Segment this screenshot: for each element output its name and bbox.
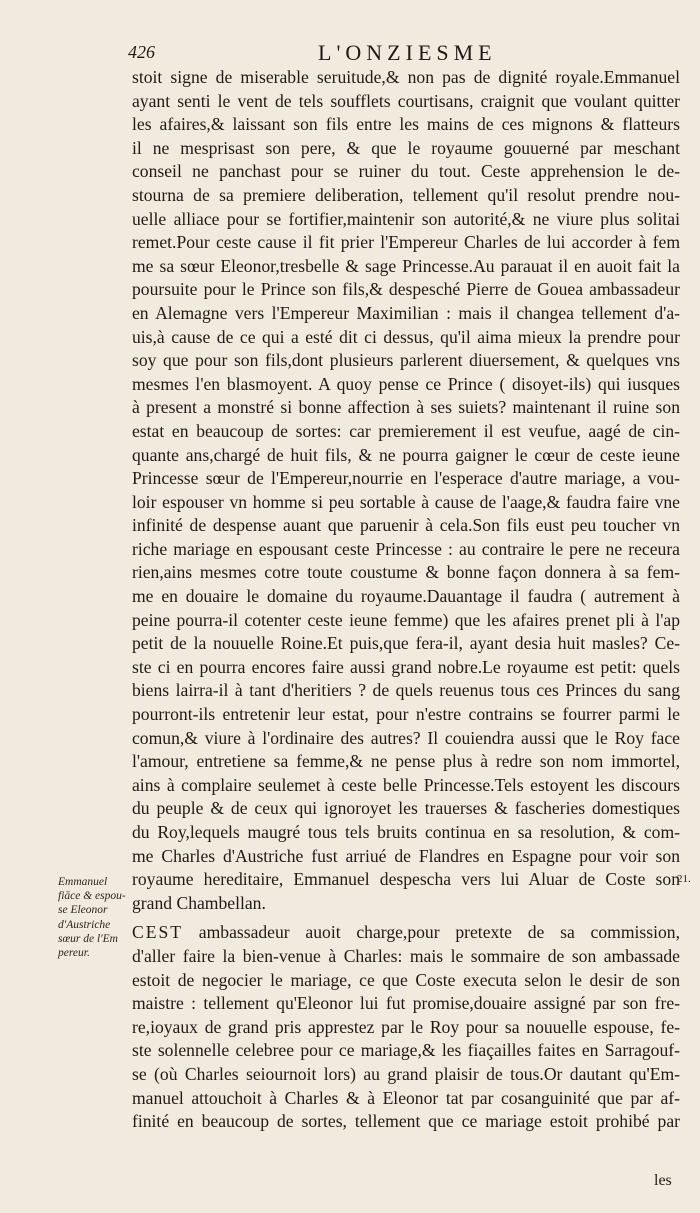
marginal-note-line: sœur de l'Em [58, 932, 118, 945]
text-line: Princesse sœur de l'Empereur,nourrie en l'esperace d'autre mariage, a vou- [132, 468, 680, 489]
text-line: estat en beaucoup de sortes: car premierement il est veufue, aagé de cin- [132, 420, 680, 441]
text-line: riche mariage en espousant ceste Princesse : au contraire le pere ne receura [132, 538, 680, 559]
text-line: comun,& viure à l'ordinaire des autres? Il couiendra aussi que le Roy face [132, 727, 680, 748]
side-number: 21. [677, 873, 691, 885]
text-line: manuel attouchoit à Charles & à Eleonor tat par cosanguinité que par af- [132, 1087, 680, 1108]
first-line-text: ambassadeur auoit charge,pour pretexte de sa commission, [183, 922, 680, 943]
text-line: ayant senti le vent de tels soufflets courtisans, craignit que voulant quitter [132, 90, 680, 111]
text-line: estoit de negocier le mariage, ce que Coste executa selon le desir de son [132, 969, 680, 990]
initial-word: CEST [132, 922, 184, 943]
text-line [132, 921, 680, 945]
running-head [0, 42, 700, 68]
text-line: en Alemagne vers l'Empereur Maximilian : mais il changea tellement d'a- [132, 302, 680, 323]
main-text [132, 66, 680, 1134]
text-line: rien,ains mesmes cotre toute coustume & bonne façon donnera à sa fem- [132, 562, 680, 583]
text-line: pourront-ils entretenir leur estat, pour n'estre contrains se fourrer parmi le [132, 704, 680, 725]
text-line: ste solennelle celebree pour ce mariage,& les fiaçailles faites en Sarragouf- [132, 1040, 680, 1061]
marginal-note-line: se Eleonor [58, 904, 108, 917]
text-line: ains à complaire seulemet à ceste belle Princesse.Tels estoyent les discours [132, 774, 680, 795]
text-line: stoit signe de miserable seruitude,& non pas de dignité royale.Emmanuel [132, 67, 680, 87]
text-line: maistre : tellement qu'Eleonor lui fut promise,douaire assigné par son fre- [132, 993, 680, 1014]
text-line: il ne mesprisast son pere, & que le royaume gouuerné par meschant [132, 137, 680, 158]
marginal-note [58, 875, 132, 960]
marginal-note-line: d'Austriche [58, 918, 111, 931]
marginal-note-line: pereur. [58, 947, 90, 960]
text-line: infinité de despense auant que paruenir à cela.Son fils eust peu toucher vn [132, 515, 680, 536]
text-line: du Roy,lequels maugré tous tels bruits continua en sa resolution, & com- [132, 822, 680, 842]
text-line: soy que pour son fils,dont plusieurs parlerent diuersement, & quelques vns [132, 350, 680, 371]
text-line: biens lairra-il à tant d'heritiers ? de quels reuenus tous ces Princes du sang [132, 680, 680, 701]
catchword: les [654, 1172, 672, 1189]
marginal-note-line: Emmanuel [58, 876, 108, 888]
page-number: 426 [128, 42, 155, 62]
paragraph-1 [132, 66, 680, 915]
text-line: royaume hereditaire, Emmanuel despescha vers lui Aluar de Coste son [132, 869, 680, 890]
text-line: à present a monstré si bonne affection à ses suiets? maintenant il ruine son [132, 397, 680, 418]
text-line: poursuite pour le Prince son fils,& despesché Pierre de Gouea ambassadeur [132, 279, 680, 300]
text-line: me sa sœur Eleonor,tresbelle & sage Princesse.Au parauat il en auoit fait la [132, 255, 680, 276]
text-line: stourna de sa premiere deliberation, tellement qu'il resolut prendre nou- [132, 184, 680, 205]
text-line: l'amour, entretiene sa femme,& ne pense plus à redre son nom immortel, [132, 751, 680, 772]
text-line: remet.Pour ceste cause il fit prier l'Empereur Charles de lui accorder à fem [132, 232, 680, 253]
text-line: peine pourra-il cotenter ceste ieune femme) que les afaires prenet pli à l'ap [132, 609, 680, 630]
text-line: loir espouser vn homme si peu sortable à cause de l'aage,& faudra faire vne [132, 491, 680, 512]
text-line: ste ci en pourra encores faire aussi grand nobre.Le royaume est petit: quels [132, 656, 680, 677]
paragraph-2 [132, 921, 680, 1133]
text-line: petit de la nouuelle Roine.Et puis,que fera-il, ayant desia huit masles? Ce- [132, 633, 680, 654]
text-line: mesmes l'en blasmoyent. A quoy pense ce Prince ( disoyet-ils) qui iusques [132, 373, 680, 394]
text-line: me en douaire le domaine du royaume.Dauantage il faudra ( autrement à [132, 586, 680, 607]
text-line: grand Chambellan. [132, 892, 266, 913]
text-line: d'aller faire la bien-venue à Charles: mais le sommaire de son ambassade [132, 945, 680, 966]
marginal-note-line: fiāce & espou- [58, 890, 126, 903]
text-line: les afaires,& laissant son fils entre les mains de ces mignons & flatteurs [132, 114, 680, 135]
text-line: uis,à cause de ce qui a esté dit ci dessus, qu'il aima mieux la prendre pour [132, 326, 680, 347]
text-line: re,ioyaux de grand pris apprestez par le Roy pour sa nouuelle espouse, fe- [132, 1016, 680, 1037]
text-line: conseil ne panchast pour se ruiner du tout. Ceste apprehension le de- [132, 161, 680, 182]
text-line: finité en beaucoup de sortes, tellement que ce mariage estoit prohibé par [132, 1111, 680, 1132]
text-line: du peuple & de ceux qui ignoroyet les trauerses & fascheries domestiques [132, 798, 680, 819]
text-line: me Charles d'Austriche fust arriué de Flandres en Espagne pour voir son [132, 845, 680, 866]
text-line: uelle alliace pour se fortifier,maintenir son autorité,& ne viure plus solitai [132, 208, 680, 229]
text-line: quante ans,chargé de huit fils, & ne pourra gaigner le cœur de ceste ieune [132, 444, 680, 465]
text-line: se (où Charles seiournoit lors) au grand plaisir de tous.Or dautant qu'Em- [132, 1063, 680, 1084]
running-title: L'ONZIESME [318, 40, 497, 65]
